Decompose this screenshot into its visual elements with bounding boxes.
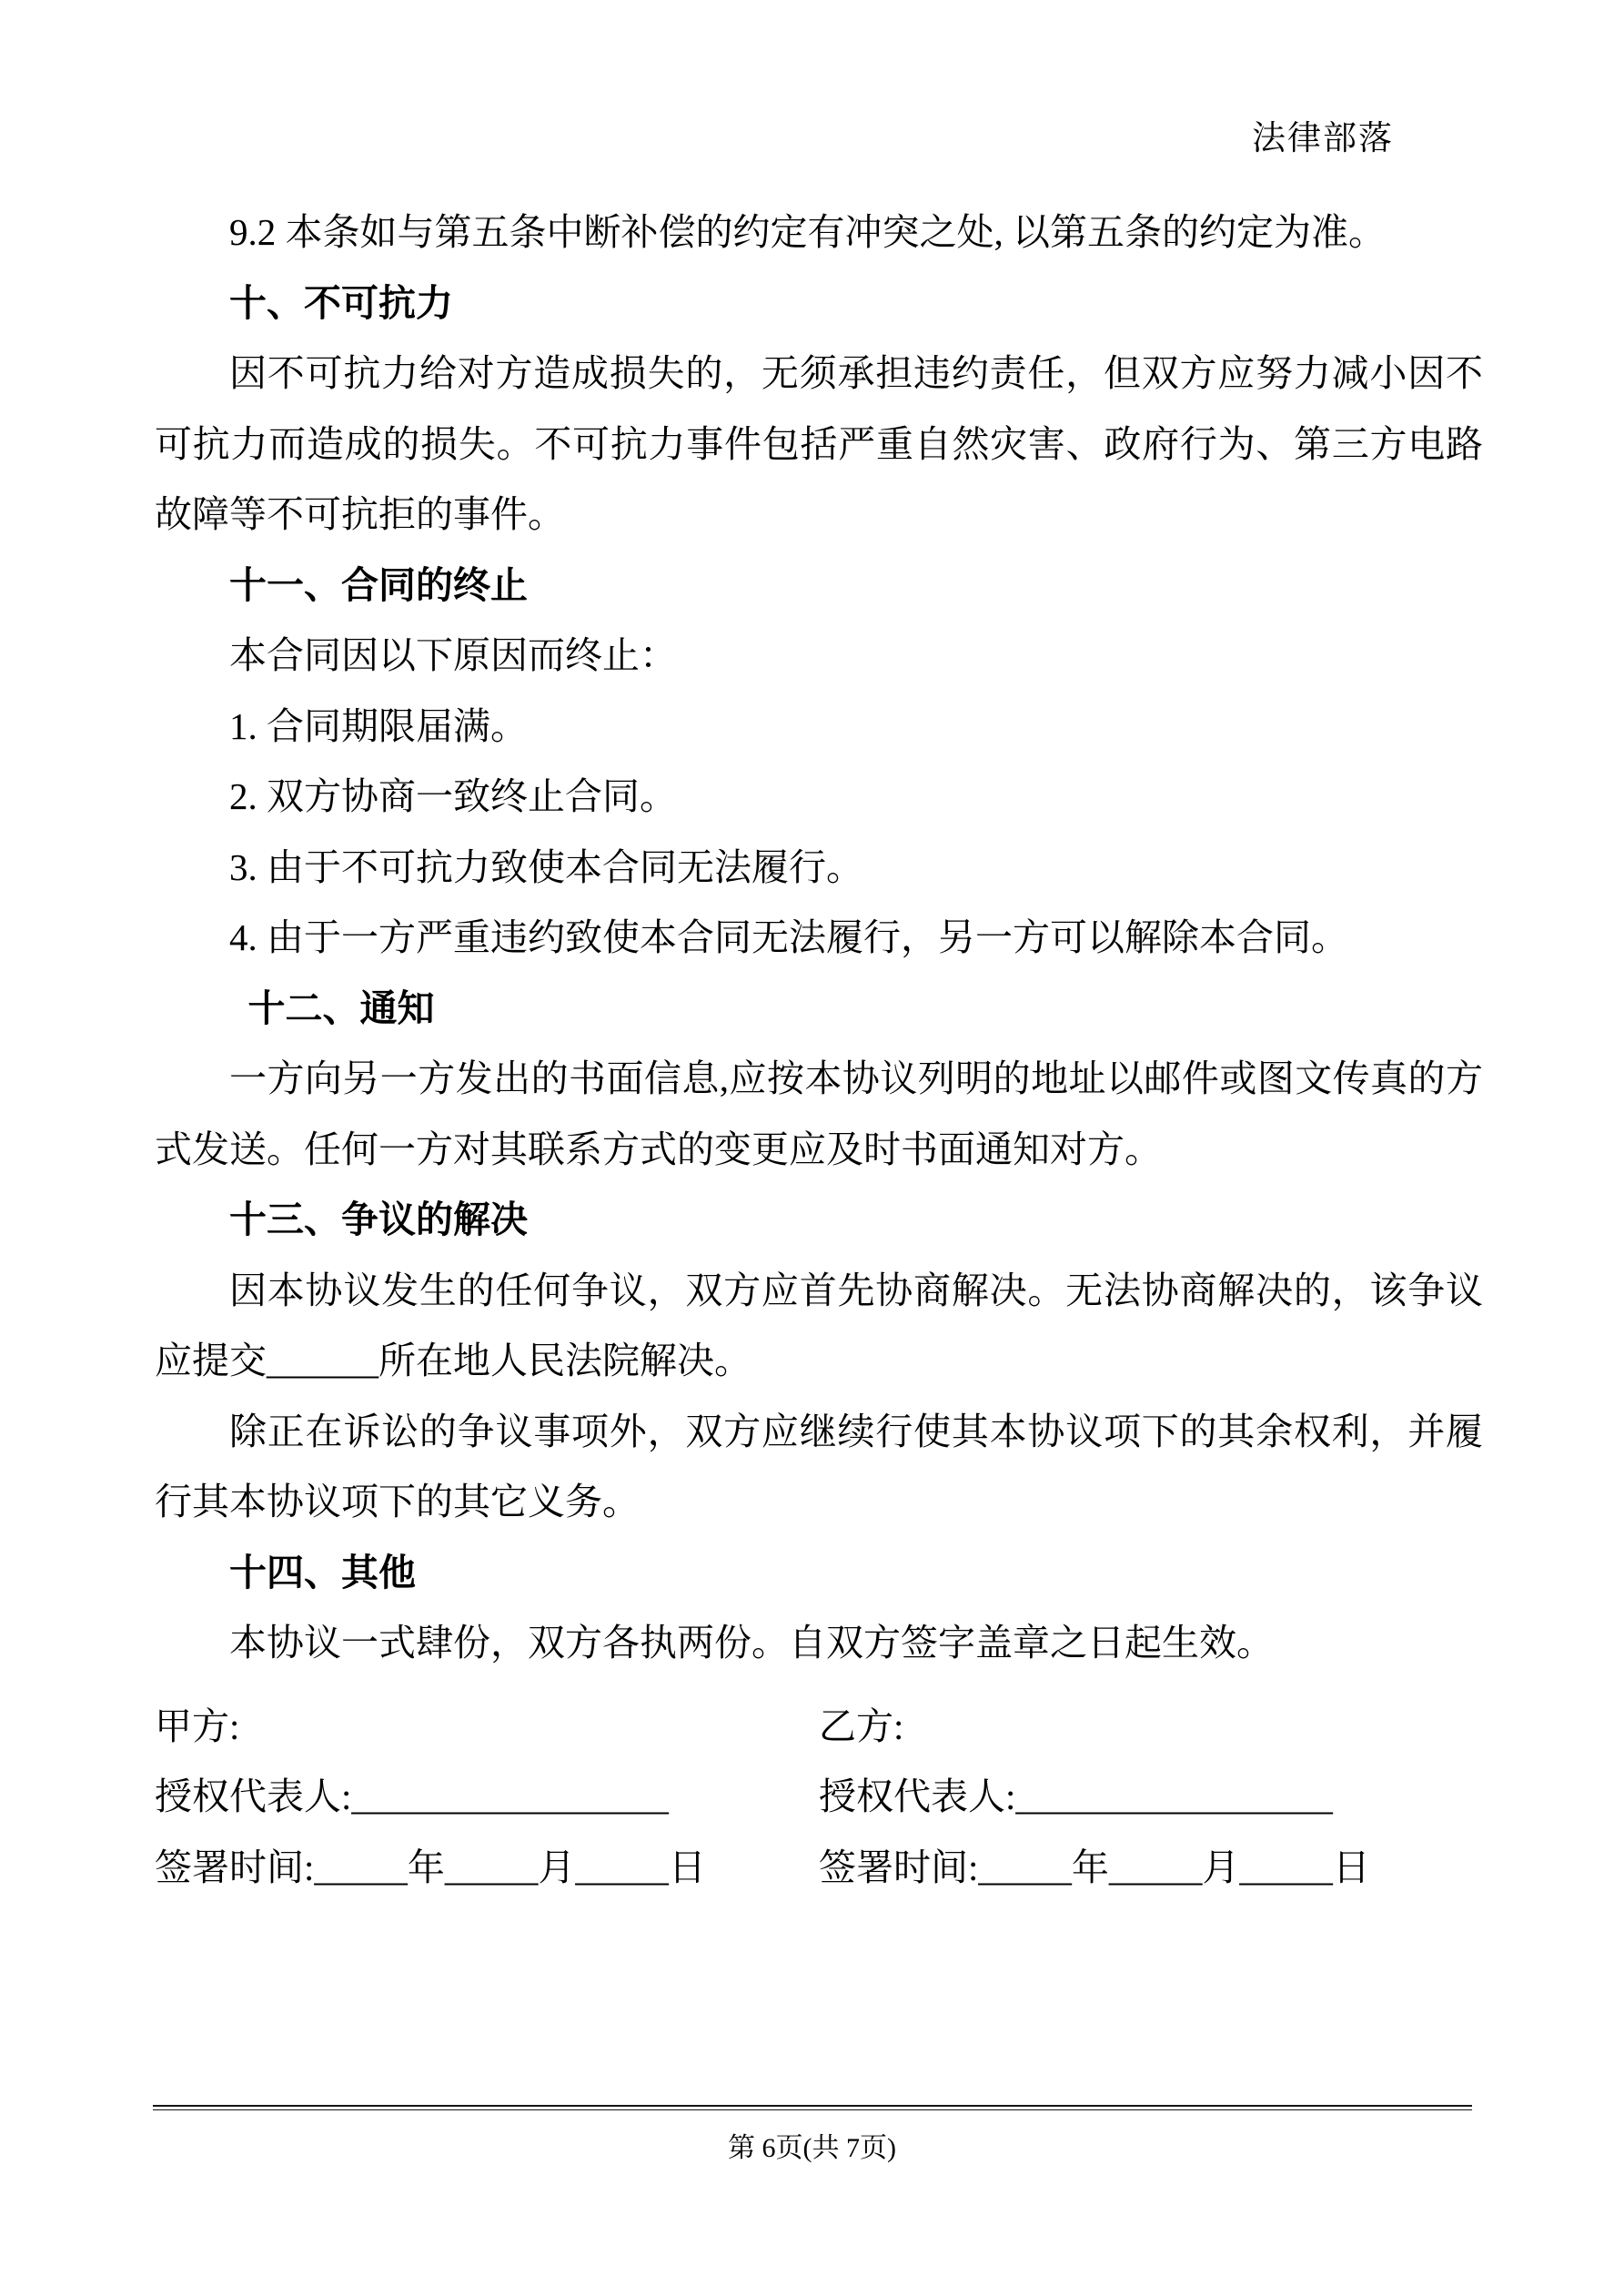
party-b-representative-field[interactable]: 授权代表人:_________________: [819, 1775, 1333, 1817]
section-heading: 十三、争议的解决: [229, 1199, 528, 1240]
party-b-sign-date-field[interactable]: 签署时间:_____年_____月_____日: [819, 1846, 1370, 1888]
footer-page-number: 第 6页(共 7页): [728, 2133, 896, 2163]
section-heading: 十、不可抗力: [229, 281, 453, 324]
section-heading: 十二、通知: [229, 986, 435, 1029]
party-b-title: 乙方:: [819, 1704, 904, 1747]
paragraph: 2. 双方协商一致终止合同。: [229, 775, 677, 817]
party-a-sign-date-field[interactable]: 签署时间:_____年_____月_____日: [155, 1846, 706, 1888]
paragraph: 除正在诉讼的争议事项外，双方应继续行使其本协议项下的其余权利，并履行其本协议项下的其它义务。: [155, 1410, 1483, 1522]
paragraph: 一方向另一方发出的书面信息,应按本协议列明的地址以邮件或图文传真的方式发送。任何一方对其联系方式的变更应及时书面通知对方。: [155, 1057, 1483, 1170]
paragraph: 因本协议发生的任何争议，双方应首先协商解决。无法协商解决的，该争议应提交______所在地人民法院解决。: [155, 1269, 1483, 1381]
paragraph: 本协议一式肆份，双方各执两份。自双方签字盖章之日起生效。: [229, 1622, 1274, 1664]
paragraph: 本合同因以下原因而终止：: [229, 634, 677, 676]
paragraph: 9.2 本条如与第五条中断补偿的约定有冲突之处, 以第五条的约定为准。: [229, 211, 1386, 253]
paragraph: 1. 合同期限届满。: [229, 704, 528, 747]
section-heading: 十一、合同的终止: [229, 563, 528, 606]
footer-divider: [153, 2105, 1472, 2110]
document-body: [155, 197, 1483, 1903]
signature-block: [155, 1692, 1483, 1904]
header-brand: 法律部落: [1252, 120, 1394, 157]
paragraph: 因不可抗力给对方造成损失的，无须承担违约责任，但双方应努力减小因不可抗力而造成的损失。不可抗力事件包括严重自然灾害、政府行为、第三方电路故障等不可抗拒的事件。: [155, 352, 1483, 535]
paragraph: 4. 由于一方严重违约致使本合同无法履行，另一方可以解除本合同。: [229, 916, 1348, 958]
section-heading: 十四、其他: [229, 1551, 416, 1593]
party-a-representative-field[interactable]: 授权代表人:_________________: [155, 1775, 669, 1817]
paragraph: 3. 由于不可抗力致使本合同无法履行。: [229, 845, 863, 888]
signature-party-b: [819, 1692, 1483, 1904]
party-a-title: 甲方:: [155, 1704, 240, 1747]
signature-party-a: [155, 1692, 819, 1904]
